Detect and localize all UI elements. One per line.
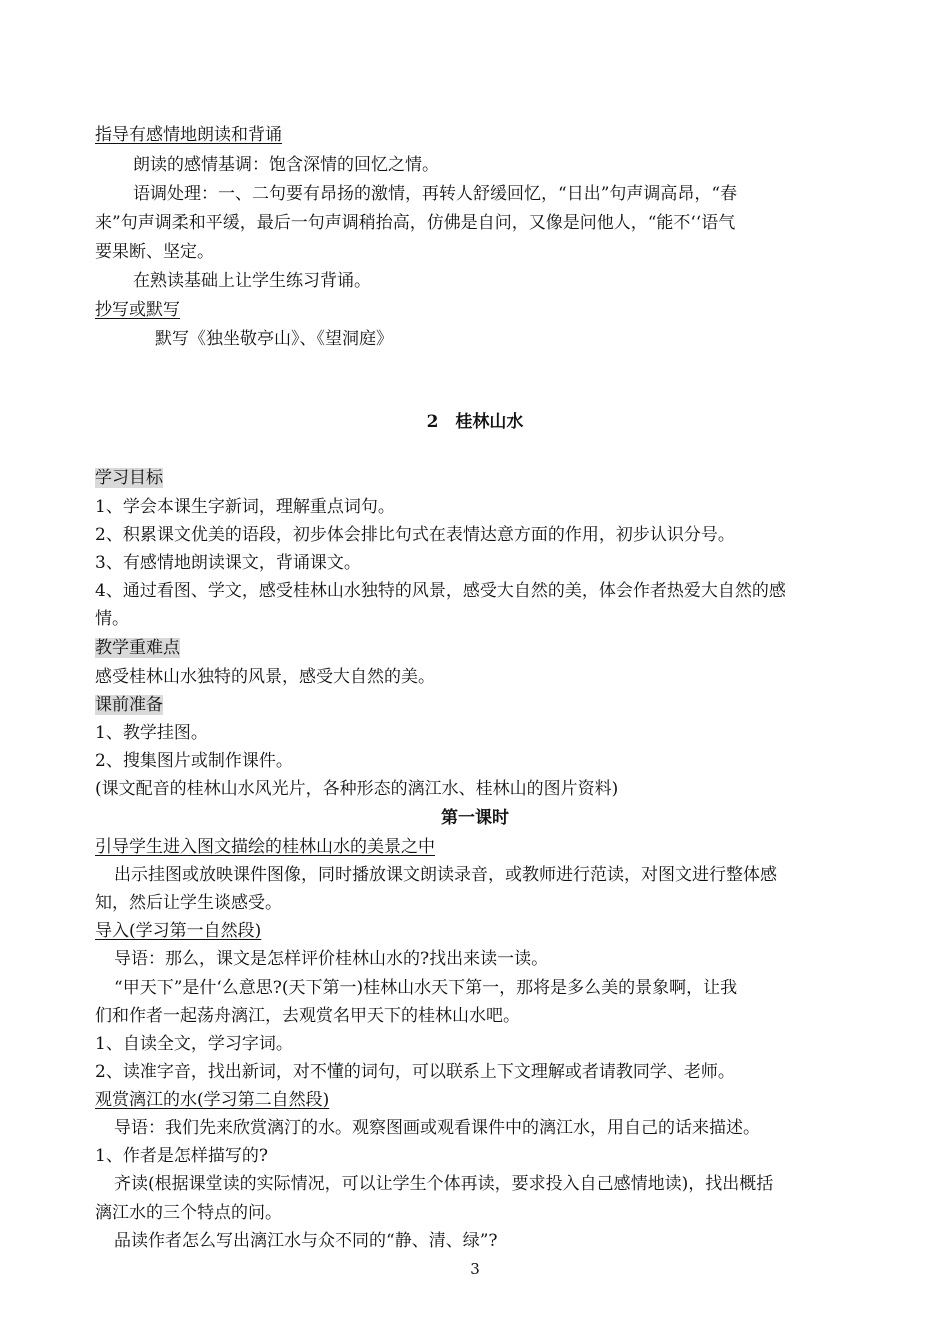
section-heading-reading: 指导有感情地朗读和背诵: [95, 125, 282, 145]
paragraph: 导语：我们先来欣赏漓汀的水。观察图画或观看课件中的漓江水，用自己的话来描述。: [114, 1118, 760, 1138]
period-title: 第一课时: [441, 808, 509, 828]
list-item: 1、作者是怎样描写的?: [95, 1146, 268, 1166]
paragraph: 朗读的感情基调：饱含深情的回忆之情。: [133, 155, 439, 175]
page-number: 3: [470, 1260, 480, 1278]
section-heading-key-points: 教学重难点: [95, 638, 180, 658]
list-item: 2、积累课文优美的语段，初步体会排比句式在表情达意方面的作用，初步认识分号。: [95, 525, 735, 545]
list-item: (课文配音的桂林山水风光片，各种形态的漓江水、桂林山的图片资料): [95, 779, 619, 799]
list-item: 1、教学挂图。: [95, 723, 208, 743]
paragraph: 在熟读基础上让学生练习背诵。: [133, 271, 371, 291]
list-item: 1、学会本课生字新词，理解重点词句。: [95, 497, 395, 517]
paragraph: 出示挂图或放映课件图像，同时播放课文朗读录音，或教师进行范读，对图文进行整体感: [114, 865, 777, 885]
section-heading-intro: 引导学生进入图文描绘的桂林山水的美景之中: [95, 837, 435, 857]
list-item: 4、通过看图、学文，感受桂林山水独特的风景，感受大自然的美，体会作者热爱大自然的感: [95, 581, 786, 601]
list-item: 2、读准字音，找出新词，对不懂的词句，可以联系上下文理解或者请教同学、老师。: [95, 1062, 735, 1082]
paragraph: 来”句声调柔和平缓，最后一句声调稍抬高，仿佛是自问，又像是问他人，“能不‘‘语气: [95, 213, 736, 233]
paragraph: 导语：那么，课文是怎样评价桂林山水的?找出来读一读。: [114, 949, 549, 969]
paragraph: 漓江水的三个特点的问。: [95, 1203, 282, 1223]
section-heading-water: 观赏漓江的水(学习第二自然段): [95, 1090, 330, 1110]
list-item: 2、搜集图片或制作课件。: [95, 751, 293, 771]
paragraph: 要果断、坚定。: [95, 242, 214, 262]
paragraph: 品读作者怎么写出漓江水与众不同的“静、清、绿”?: [114, 1231, 498, 1251]
list-item-continuation: 情。: [95, 609, 129, 629]
paragraph: 默写《独坐敬亭山》、《望洞庭》: [155, 329, 393, 349]
paragraph: 齐读(根据课堂读的实际情况，可以让学生个体再读，要求投入自己感情地读)，找出概括: [114, 1174, 774, 1194]
paragraph: 感受桂林山水独特的风景，感受大自然的美。: [95, 667, 435, 687]
paragraph: 语调处理：一、二句要有昂扬的激情，再转人舒缓回忆，“日出”句声调高昂，“春: [133, 184, 738, 204]
section-heading-goals: 学习目标: [95, 468, 163, 488]
paragraph: 知，然后让学生谈感受。: [95, 893, 282, 913]
paragraph: “甲天下”是什‘么意思?(天下第一)桂林山水天下第一，那将是多么美的景象啊，让我: [114, 978, 738, 998]
list-item: 1、自读全文，学习字词。: [95, 1034, 293, 1054]
lesson-title: 2 桂林山水: [426, 412, 524, 432]
paragraph: 们和作者一起荡舟漓江，去观赏名甲天下的桂林山水吧。: [95, 1006, 520, 1026]
section-heading-lead-in: 导入(学习第一自然段): [95, 921, 262, 941]
section-heading-copy: 抄写或默写: [95, 300, 180, 320]
list-item: 3、有感情地朗读课文，背诵课文。: [95, 553, 361, 573]
section-heading-prep: 课前准备: [95, 695, 163, 715]
